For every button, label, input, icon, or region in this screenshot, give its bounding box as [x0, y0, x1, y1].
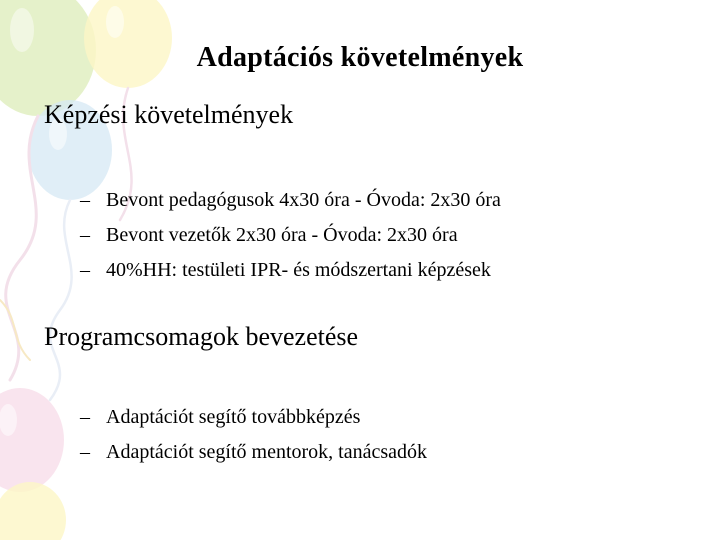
- list-item: [80, 221, 501, 256]
- list-item: [80, 186, 501, 221]
- section-list-programcsomagok: [80, 403, 427, 473]
- list-item-text: Bevont vezetők 2x30 óra - Óvoda: 2x30 óra: [106, 224, 458, 246]
- dash-bullet-icon: –: [80, 224, 90, 246]
- list-item-text: Bevont pedagógusok 4x30 óra - Óvoda: 2x30 óra: [106, 189, 501, 211]
- list-item-text: Adaptációt segítő mentorok, tanácsadók: [106, 441, 428, 463]
- dash-bullet-icon: –: [80, 406, 90, 428]
- section-list-kepzesi: [80, 186, 501, 291]
- list-item: [80, 438, 427, 473]
- list-item-text: Adaptációt segítő továbbképzés: [106, 406, 361, 428]
- slide-title: Adaptációs követelmények: [196, 42, 524, 73]
- list-item: [80, 256, 501, 291]
- dash-bullet-icon: –: [80, 259, 90, 281]
- list-item-text: 40%HH: testületi IPR- és módszertani képzések: [106, 259, 491, 281]
- dash-bullet-icon: –: [80, 441, 90, 463]
- dash-bullet-icon: –: [80, 189, 90, 211]
- section-heading-programcsomagok: Programcsomagok bevezetése: [44, 322, 359, 351]
- list-item: [80, 403, 427, 438]
- section-heading-kepzesi: Képzési követelmények: [44, 100, 294, 129]
